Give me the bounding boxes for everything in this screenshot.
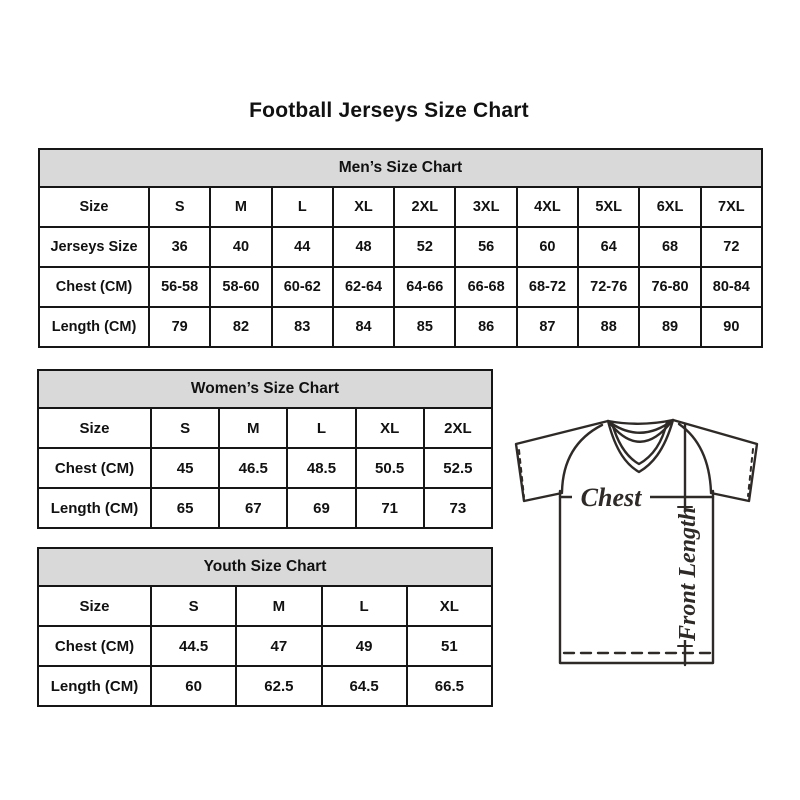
youth-table-title: Youth Size Chart: [38, 548, 492, 586]
youth-table-row-1: [38, 626, 492, 666]
youth-table-row-2: [38, 666, 492, 706]
youth-cell-r1c4: 51: [407, 626, 492, 666]
mens-cell-r0c7: 4XL: [517, 187, 578, 227]
womens-cell-r1c3: 48.5: [287, 448, 355, 488]
womens-cell-r2c5: 73: [424, 488, 492, 528]
youth-cell-r0c2: M: [236, 586, 321, 626]
youth-cell-r1c2: 47: [236, 626, 321, 666]
chest-label: Chest: [580, 483, 642, 512]
womens-cell-r2c3: 69: [287, 488, 355, 528]
mens-cell-r1c3: 44: [272, 227, 333, 267]
mens-cell-r0c8: 5XL: [578, 187, 639, 227]
youth-cell-r2c1: 60: [151, 666, 236, 706]
mens-cell-r3c1: 79: [149, 307, 210, 347]
mens-cell-r1c7: 60: [517, 227, 578, 267]
youth-cell-r0c4: XL: [407, 586, 492, 626]
mens-cell-r0c0: Size: [39, 187, 149, 227]
mens-cell-r3c2: 82: [210, 307, 271, 347]
front-length-label: Front Length: [675, 506, 701, 642]
mens-table-row-1: [39, 227, 762, 267]
womens-cell-r2c2: 67: [219, 488, 287, 528]
youth-cell-r1c1: 44.5: [151, 626, 236, 666]
mens-cell-r3c7: 87: [517, 307, 578, 347]
womens-cell-r0c0: Size: [38, 408, 151, 448]
womens-cell-r1c2: 46.5: [219, 448, 287, 488]
mens-cell-r2c7: 68-72: [517, 267, 578, 307]
mens-cell-r1c10: 72: [701, 227, 762, 267]
mens-table-row-3: [39, 307, 762, 347]
womens-cell-r0c2: M: [219, 408, 287, 448]
mens-cell-r2c9: 76-80: [639, 267, 700, 307]
mens-cell-r3c9: 89: [639, 307, 700, 347]
mens-cell-r0c2: M: [210, 187, 271, 227]
page-title: Football Jerseys Size Chart: [249, 99, 529, 122]
womens-table-row-2: [38, 488, 492, 528]
mens-cell-r0c3: L: [272, 187, 333, 227]
womens-cell-r0c5: 2XL: [424, 408, 492, 448]
mens-cell-r1c9: 68: [639, 227, 700, 267]
mens-cell-r1c4: 48: [333, 227, 394, 267]
womens-cell-r1c0: Chest (CM): [38, 448, 151, 488]
mens-table-row-0: [39, 187, 762, 227]
mens-cell-r3c5: 85: [394, 307, 455, 347]
mens-cell-r2c10: 80-84: [701, 267, 762, 307]
mens-cell-r2c2: 58-60: [210, 267, 271, 307]
mens-table-title: Men’s Size Chart: [39, 149, 762, 187]
womens-cell-r0c3: L: [287, 408, 355, 448]
mens-cell-r1c2: 40: [210, 227, 271, 267]
mens-cell-r2c4: 62-64: [333, 267, 394, 307]
mens-cell-r0c5: 2XL: [394, 187, 455, 227]
mens-cell-r3c4: 84: [333, 307, 394, 347]
womens-table-title: Women’s Size Chart: [38, 370, 492, 408]
mens-cell-r2c6: 66-68: [455, 267, 516, 307]
womens-cell-r1c1: 45: [151, 448, 219, 488]
youth-cell-r2c3: 64.5: [322, 666, 407, 706]
mens-cell-r3c8: 88: [578, 307, 639, 347]
mens-cell-r2c5: 64-66: [394, 267, 455, 307]
mens-cell-r3c0: Length (CM): [39, 307, 149, 347]
mens-cell-r2c0: Chest (CM): [39, 267, 149, 307]
womens-cell-r2c1: 65: [151, 488, 219, 528]
youth-cell-r0c1: S: [151, 586, 236, 626]
youth-size-chart-table: [37, 547, 493, 707]
youth-cell-r0c0: Size: [38, 586, 151, 626]
mens-cell-r0c4: XL: [333, 187, 394, 227]
mens-cell-r1c6: 56: [455, 227, 516, 267]
jersey-outline: [516, 420, 757, 663]
youth-table-row-0: [38, 586, 492, 626]
mens-cell-r3c6: 86: [455, 307, 516, 347]
mens-cell-r3c3: 83: [272, 307, 333, 347]
youth-cell-r2c2: 62.5: [236, 666, 321, 706]
womens-table-row-0: [38, 408, 492, 448]
womens-cell-r0c4: XL: [356, 408, 424, 448]
womens-cell-r2c4: 71: [356, 488, 424, 528]
womens-cell-r2c0: Length (CM): [38, 488, 151, 528]
womens-cell-r1c4: 50.5: [356, 448, 424, 488]
youth-cell-r1c3: 49: [322, 626, 407, 666]
womens-table-row-1: [38, 448, 492, 488]
mens-cell-r0c9: 6XL: [639, 187, 700, 227]
mens-cell-r3c10: 90: [701, 307, 762, 347]
womens-size-chart-table: [37, 369, 493, 529]
youth-cell-r0c3: L: [322, 586, 407, 626]
youth-cell-r1c0: Chest (CM): [38, 626, 151, 666]
youth-cell-r2c4: 66.5: [407, 666, 492, 706]
mens-cell-r1c5: 52: [394, 227, 455, 267]
mens-cell-r1c1: 36: [149, 227, 210, 267]
mens-cell-r0c1: S: [149, 187, 210, 227]
mens-cell-r1c0: Jerseys Size: [39, 227, 149, 267]
mens-cell-r2c8: 72-76: [578, 267, 639, 307]
youth-cell-r2c0: Length (CM): [38, 666, 151, 706]
mens-size-chart-table: [38, 148, 763, 348]
mens-cell-r0c10: 7XL: [701, 187, 762, 227]
jersey-measurement-diagram: [502, 398, 780, 702]
mens-cell-r2c3: 60-62: [272, 267, 333, 307]
mens-cell-r2c1: 56-58: [149, 267, 210, 307]
mens-table-row-2: [39, 267, 762, 307]
mens-cell-r0c6: 3XL: [455, 187, 516, 227]
womens-cell-r0c1: S: [151, 408, 219, 448]
mens-cell-r1c8: 64: [578, 227, 639, 267]
womens-cell-r1c5: 52.5: [424, 448, 492, 488]
